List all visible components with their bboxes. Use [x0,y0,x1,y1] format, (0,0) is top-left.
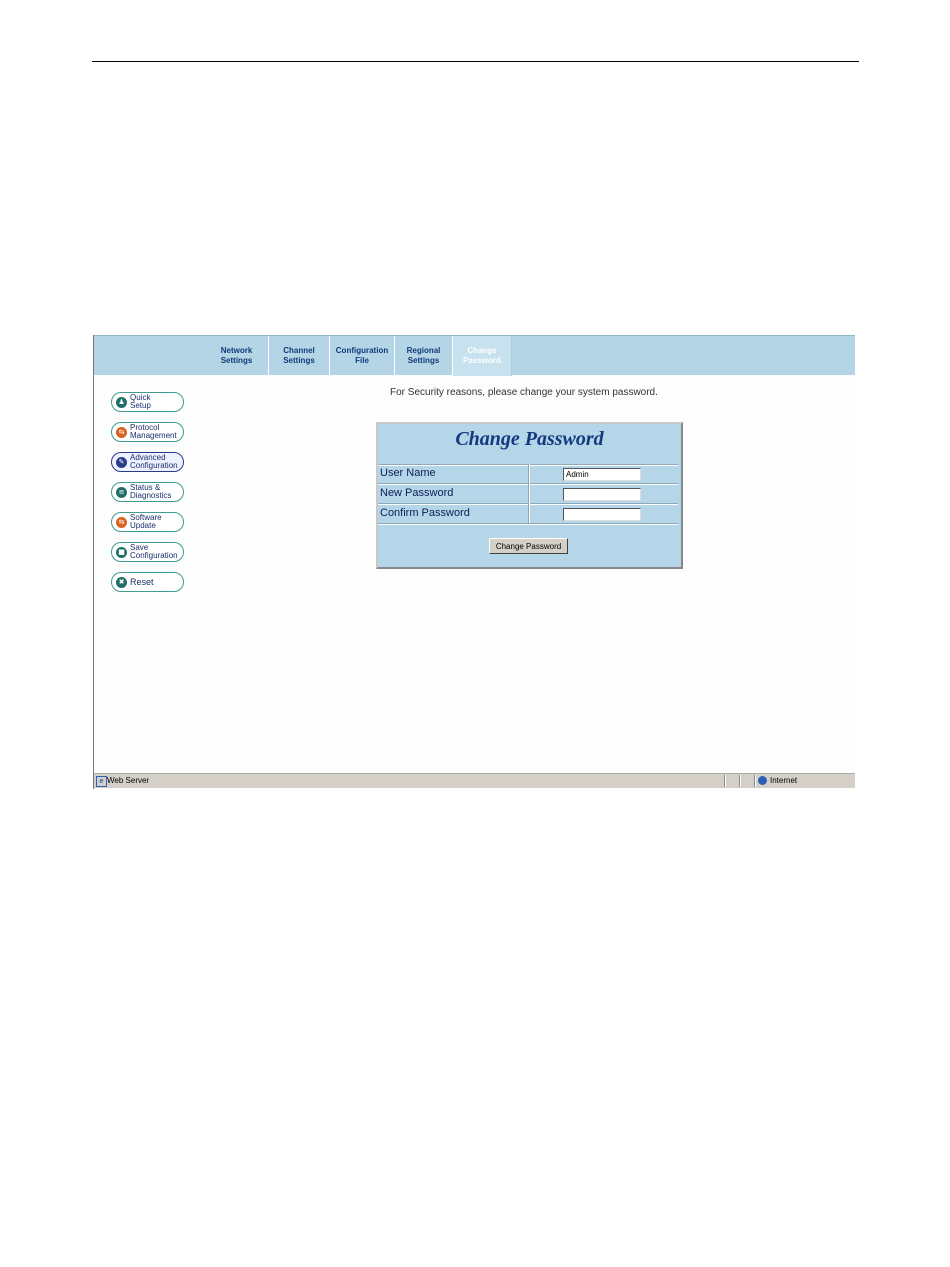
sidebar-item-label: Save Configuration [130,543,178,560]
sidebar-item-label: Reset [130,577,154,587]
sidebar-item-label: Quick Setup [130,393,151,410]
reset-icon: ✖ [116,577,127,588]
user-name-label: User Name [380,467,436,479]
status-bar [94,773,855,788]
list-icon: ≡ [116,487,127,498]
sidebar-item-software-update[interactable] [111,512,184,532]
globe-icon [758,776,767,785]
update-icon: ⇆ [116,517,127,528]
disk-icon: ■ [116,547,127,558]
change-password-panel [376,422,683,569]
document-header-rule [92,61,859,62]
status-separator [724,775,726,787]
confirm-password-field[interactable] [563,508,641,521]
tab-label: Change Password [463,346,501,365]
page-icon: e [96,776,107,787]
person-icon: ♟ [116,397,127,408]
divider [528,464,530,523]
security-notice: For Security reasons, please change your system password. [390,387,658,398]
tab-label: Configuration File [335,346,389,365]
change-password-button[interactable]: Change Password [489,538,568,554]
sidebar-item-label: Software Update [130,513,162,530]
sidebar-item-protocol-management[interactable] [111,422,184,442]
top-navigation [94,335,855,375]
browser-window [93,335,855,789]
sidebar-item-label: Status & Diagnostics [130,483,172,500]
sidebar-item-reset[interactable] [111,572,184,592]
divider [378,523,678,525]
tab-label: Channel Settings [283,346,315,365]
security-zone: Internet [770,776,798,785]
user-name-field[interactable] [563,468,641,481]
tab-regional-settings[interactable] [395,336,453,376]
new-password-label: New Password [380,487,454,499]
tab-channel-settings[interactable] [269,336,330,376]
wrench-icon: ✎ [116,457,127,468]
sidebar-item-label: Protocol Management [130,423,177,440]
tab-network-settings[interactable] [205,336,269,376]
status-text: Web Server [107,776,150,785]
tab-label: Network Settings [220,346,253,365]
tab-label: Regional Settings [406,346,441,365]
sidebar-item-status-diagnostics[interactable] [111,482,184,502]
status-separator [754,775,756,787]
sidebar-item-save-configuration[interactable] [111,542,184,562]
status-separator [739,775,741,787]
sidebar-item-label: Advanced Configuration [130,453,178,470]
tab-configuration-file[interactable] [330,336,395,376]
protocol-icon: ⇆ [116,427,127,438]
sidebar-item-quick-setup[interactable] [111,392,184,412]
new-password-field[interactable] [563,488,641,501]
panel-title: Change Password [455,428,604,450]
tab-change-password[interactable] [453,336,512,376]
sidebar-item-advanced-configuration[interactable] [111,452,184,472]
confirm-password-label: Confirm Password [380,507,470,519]
